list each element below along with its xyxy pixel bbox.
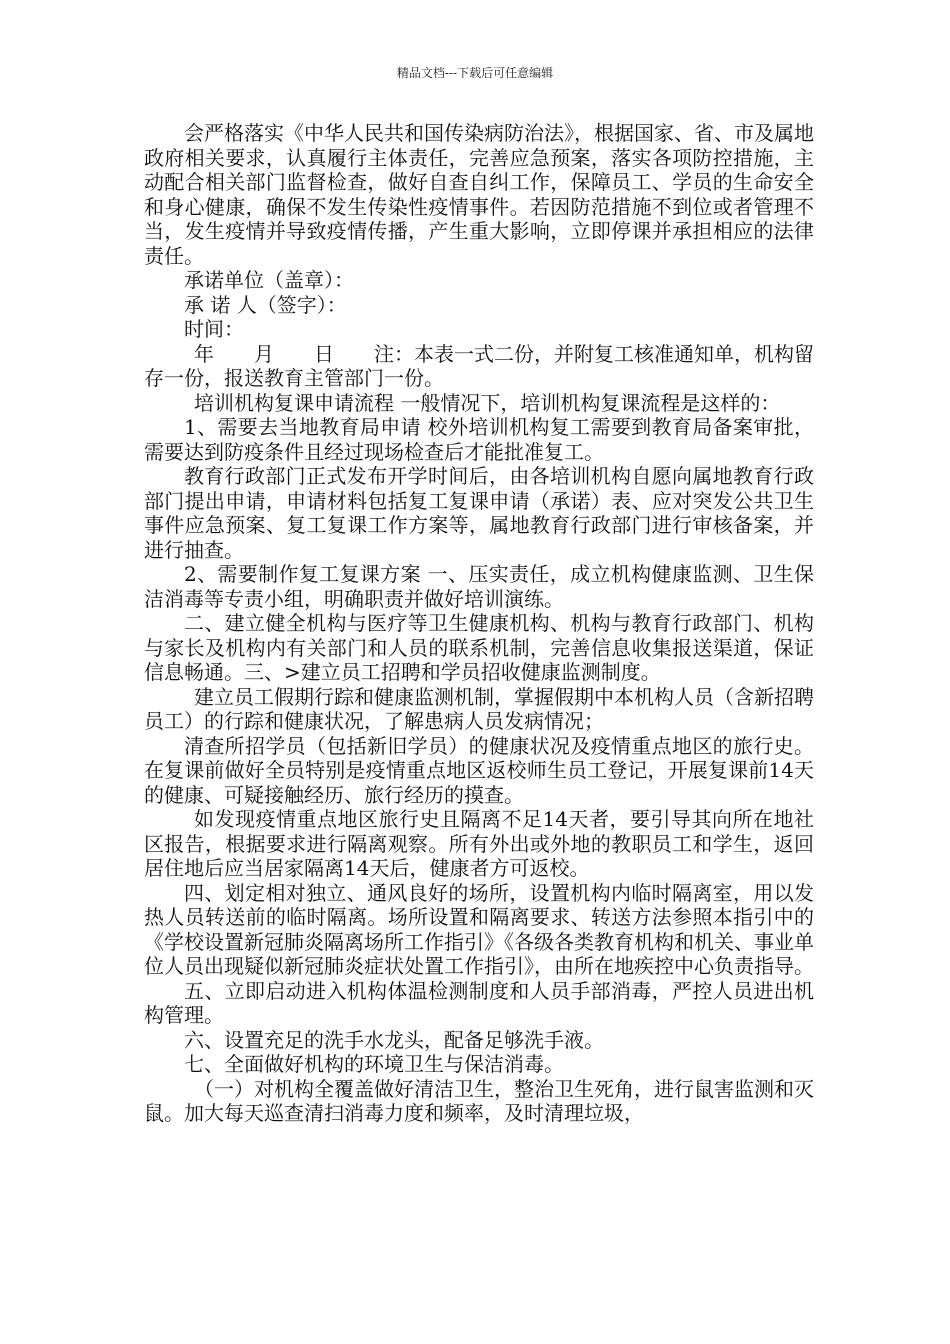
- paragraph-contact-mechanism: 二、建立健全机构与医疗等卫生健康机构、机构与教育行政部门、机构与家长及机构内有关部门和人员的联系机制，完善信息收集报送渠道，保证信息畅通。三、>建立员工招聘和学员招收健康监测制度。: [144, 611, 814, 684]
- paragraph-quarantine: 如发现疫情重点地区旅行史且隔离不足14天者，要引导其向所在地社区报告，根据要求进行隔离观察。所有外出或外地的教职员工和学生，返回居住地后应当居家隔离14天后，健康者方可返校。: [144, 807, 814, 880]
- paragraph-commit-unit: 承诺单位（盖章）：: [184, 268, 354, 292]
- paragraph-date-note: 年 月 日 注：本表一式二份，并附复工核准通知单，机构留存一份，报送教育主管部门一份。: [144, 341, 814, 390]
- paragraph-time: 时间：: [184, 317, 244, 341]
- paragraph-application: 教育行政部门正式发布开学时间后，由各培训机构自愿向属地教育行政部门提出申请，申请材料包括复工复课申请（承诺）表、应对突发公共卫生事件应急预案、复工复课工作方案等，属地教育行政部门进行审核备案，并进行抽查。: [144, 464, 814, 562]
- paragraph-isolation-room: 四、划定相对独立、通风良好的场所，设置机构内临时隔离室，用以发热人员转送前的临时隔离。场所设置和隔离要求、转送方法参照本指引中的《学校设置新冠肺炎隔离场所工作指引》《各级各类教育机构和机关、事业单位人员出现疑似新冠肺炎症状处置工作指引》，由所在地疾控中心负责指导。: [144, 880, 814, 978]
- paragraph-step-2: 2、需要制作复工复课方案 一、压实责任，成立机构健康监测、卫生保洁消毒等专责小组，明确职责并做好培训演练。: [144, 562, 814, 611]
- paragraph-step-1: 1、需要去当地教育局申请 校外培训机构复工需要到教育局备案审批，需要达到防疫条件且经过现场检查后才能批准复工。: [144, 415, 814, 464]
- paragraph-handwashing: 六、设置充足的洗手水龙头，配备足够洗手液。: [184, 1027, 604, 1052]
- paragraph-cleaning: （一）对机构全覆盖做好清洁卫生，整治卫生死角，进行鼠害监测和灭鼠。加大每天巡查清扫消毒力度和频率，及时清理垃圾，: [144, 1076, 814, 1125]
- paragraph-commit-person: 承 诺 人（签字）：: [184, 292, 347, 317]
- paragraph-staff-tracking: 建立员工假期行踪和健康监测机制，掌握假期中本机构人员（含新招聘员工）的行踪和健康状况，了解患病人员发病情况；: [144, 684, 814, 733]
- paragraph-temperature-check: 五、立即启动进入机构体温检测制度和人员手部消毒，严控人员进出机构管理。: [144, 978, 814, 1027]
- document-body: [144, 121, 814, 1126]
- page-header: 精品文档---下载后可任意编辑: [396, 66, 554, 80]
- paragraph-student-check: 清查所招学员（包括新旧学员）的健康状况及疫情重点地区的旅行史。在复课前做好全员特别是疫情重点地区返校师生员工登记，开展复课前14天的健康、可疑接触经历、旅行经历的摸查。: [144, 733, 814, 807]
- paragraph-process-intro: 培训机构复课申请流程 一般情况下，培训机构复课流程是这样的：: [194, 390, 781, 415]
- paragraph-commitment: 会严格落实《中华人民共和国传染病防治法》，根据国家、省、市及属地政府相关要求，认真履行主体责任，完善应急预案，落实各项防控措施，主动配合相关部门监督检查，做好自查自纠工作，保障员工、学员的生命安全和身心健康，确保不发生传染性疫情事件。若因防范措施不到位或者管理不当，发生疫情并导致疫情传播，产生重大影响，立即停课并承担相应的法律责任。: [144, 121, 814, 268]
- paragraph-sanitation: 七、全面做好机构的环境卫生与保洁消毒。: [184, 1052, 564, 1076]
